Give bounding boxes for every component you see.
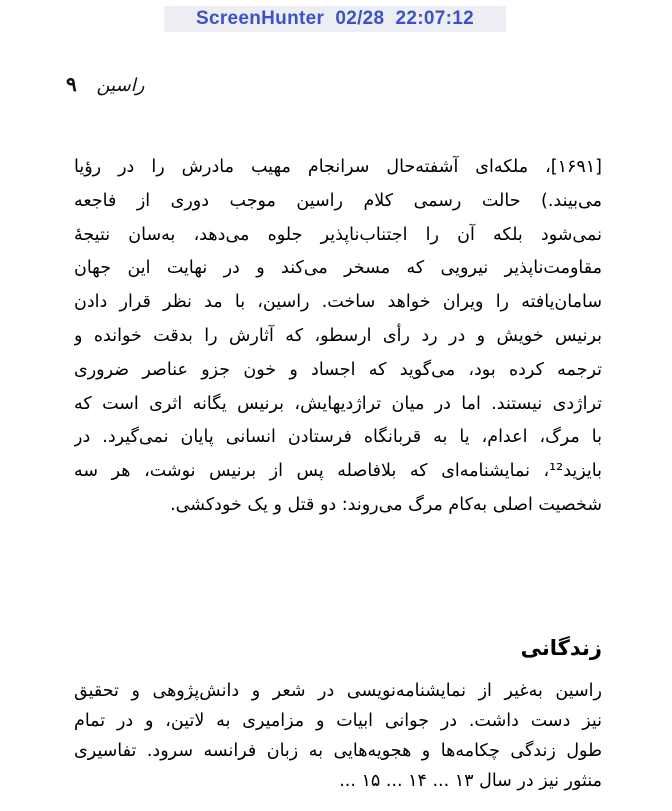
text-line: مقاومت‌ناپذیر نیرویی که مسخر می‌کند و در نهایت این جهان <box>74 258 602 279</box>
text-line: ترجمه کرده بود، می‌گوید که اجساد و خون جزو عناصر ضروری <box>74 359 602 380</box>
text-line: با مرگ، اعدام، یا به قربانگاه فرستادن انسانی پایان نمی‌گیرد. در <box>74 427 602 448</box>
text-line: برنیس خویش و در رد رأی ارسطو، که آثارش را بدقت خوانده و <box>74 325 602 346</box>
text-line: راسین به‌غیر از نمایشنامه‌نویسی در شعر و دانش‌پژوهی و تحقیق <box>74 681 602 701</box>
text-line: تراژدی نیستند. اما در میان تراژدیهایش، برنیس یگانه اثری است که <box>74 393 602 414</box>
running-header-title: راسین <box>96 75 145 96</box>
page-number: ۹ <box>66 72 77 96</box>
paragraph-1 <box>74 151 602 523</box>
text-line: منثور نیز در سال ۱۳ ... ۱۴ ... ۱۵ ... <box>339 771 602 791</box>
running-header <box>66 72 144 96</box>
text-line: بایزید¹²، نمایشنامه‌ای که بلافاصله پس از برنیس نوشت، هر سه <box>74 461 602 482</box>
text-line: سامان‌یافته را ویران خواهد ساخت. راسین، با مد نظر قرار دادن <box>74 292 602 313</box>
text-line: نیز دست داشت. در جوانی ابیات و مزامیری به لاتین، و در تمام <box>74 711 602 731</box>
text-line: شخصیت اصلی به‌کام مرگ می‌روند: دو قتل و یک خودکشی. <box>170 494 602 515</box>
section-heading: زندگانی <box>520 636 602 660</box>
text-line: نمی‌شود بلکه آن را اجتناب‌ناپذیر جلوه می‌دهد، به‌سان نتیجهٔ <box>74 224 602 245</box>
paragraph-2 <box>74 676 602 796</box>
screenshot-timestamp-stamp: ScreenHunter 02/28 22:07:12 <box>164 6 506 32</box>
text-line: [۱۶۹۱]، ملکه‌ای آشفته‌حال سرانجام مهیب مادرش را در رؤیا <box>74 157 602 177</box>
text-line: می‌بیند.) حالت رسمی کلام راسین موجب دوری از فاجعه <box>74 190 602 211</box>
text-line: طول زندگی چکامه‌ها و هجویه‌هایی به زبان فرانسه سرود. تفاسیری <box>74 741 602 761</box>
